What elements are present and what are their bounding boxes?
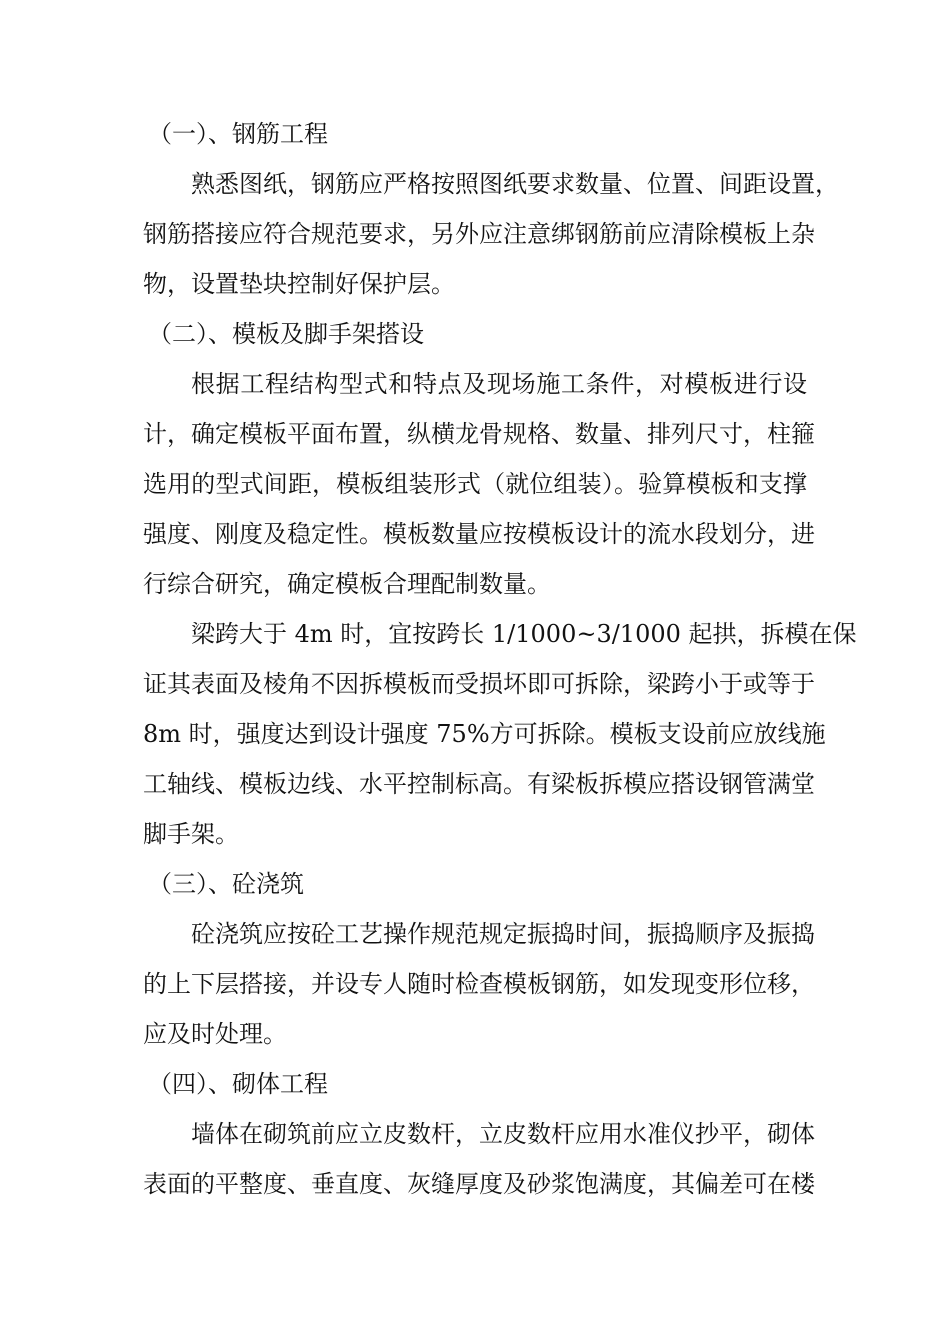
paragraph-line: 的上下层搭接，并设专人随时检查模板钢筋，如发现变形位移， <box>143 970 815 998</box>
paragraph-line: 根据工程结构型式和特点及现场施工条件，对模板进行设 <box>191 370 807 398</box>
paragraph-line: 墙体在砌筑前应立皮数杆，立皮数杆应用水准仪抄平，砌体 <box>191 1120 815 1148</box>
paragraph-line: 行综合研究，确定模板合理配制数量。 <box>143 570 551 598</box>
paragraph-line: 应及时处理。 <box>143 1020 287 1048</box>
section-heading: （一）、钢筋工程 <box>148 120 328 148</box>
paragraph-line: 梁跨大于 4m 时，宜按跨长 1/1000~3/1000 起拱，拆模在保 <box>191 620 857 648</box>
section-heading: （二）、模板及脚手架搭设 <box>148 320 424 348</box>
section-heading: （三）、砼浇筑 <box>148 870 304 898</box>
paragraph-line: 证其表面及棱角不因拆模板而受损坏即可拆除，梁跨小于或等于 <box>143 670 815 698</box>
paragraph-line: 表面的平整度、垂直度、灰缝厚度及砂浆饱满度，其偏差可在楼 <box>143 1170 815 1198</box>
paragraph-line: 熟悉图纸，钢筋应严格按照图纸要求数量、位置、间距设置， <box>191 170 839 198</box>
paragraph-line: 选用的型式间距，模板组装形式（就位组装）。验算模板和支撑 <box>143 470 807 498</box>
paragraph-line: 计，确定模板平面布置，纵横龙骨规格、数量、排列尺寸，柱箍 <box>143 420 815 448</box>
paragraph-line: 8m 时，强度达到设计强度 75%方可拆除。模板支设前应放线施 <box>143 720 826 748</box>
paragraph-line: 工轴线、模板边线、水平控制标高。有梁板拆模应搭设钢管满堂 <box>143 770 815 798</box>
paragraph-line: 脚手架。 <box>143 820 239 848</box>
paragraph-line: 物，设置垫块控制好保护层。 <box>143 270 455 298</box>
paragraph-line: 砼浇筑应按砼工艺操作规范规定振捣时间，振捣顺序及振捣 <box>191 920 815 948</box>
paragraph-line: 强度、刚度及稳定性。模板数量应按模板设计的流水段划分，进 <box>143 520 815 548</box>
paragraph-line: 钢筋搭接应符合规范要求，另外应注意绑钢筋前应清除模板上杂 <box>143 220 815 248</box>
section-heading: （四）、砌体工程 <box>148 1070 328 1098</box>
